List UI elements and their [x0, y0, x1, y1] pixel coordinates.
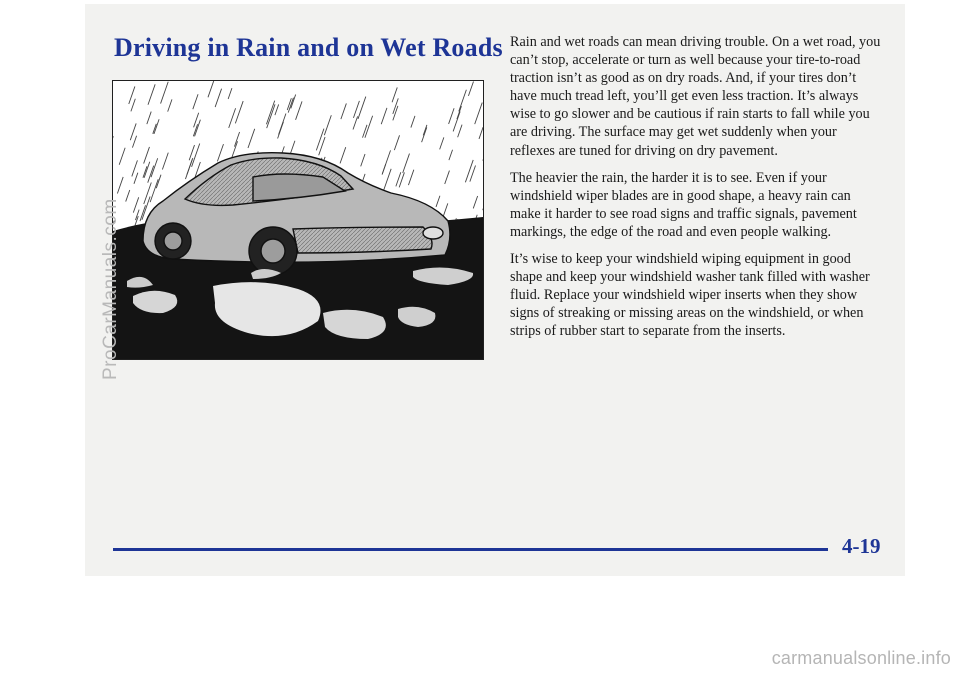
footer-rule [113, 548, 828, 551]
site-footer-link[interactable]: carmanualsonline.info [771, 648, 951, 668]
section-title: Driving in Rain and on Wet Roads [114, 33, 503, 62]
paragraph-1: Rain and wet roads can mean driving trouble. On a wet road, you can’t stop, accelerate or turn as well because your tire-to-road traction isn’t as good as on dry roads. And, if your tires don’t have much tread left, you’ll get even less traction. It’s always wise to go slower and be cautious if rain starts to fall while you are driving. The surface may get wet suddenly when your reflexes are tuned for driving on dry pavement. [510, 34, 881, 159]
paragraph-2: The heavier the rain, the harder it is to see. Even if your windshield wiper blades are in good shape, a heavy rain can make it harder to see road signs and traffic signals, pavement markings, the edge of the road and even people walking. [510, 169, 857, 240]
page-number: 4-19 [842, 534, 881, 558]
paragraph-3: It’s wise to keep your windshield wiping equipment in good shape and keep your windshield washer tank filled with washer fluid. Replace your windshield wiper inserts when they show signs of streaking or missing areas on the windshield, or when strips of rubber start to separate from the inserts. [510, 251, 870, 340]
body-text [510, 33, 885, 350]
rain-car-illustration [112, 80, 484, 360]
watermark-text: ProCarManuals.com [100, 198, 121, 380]
